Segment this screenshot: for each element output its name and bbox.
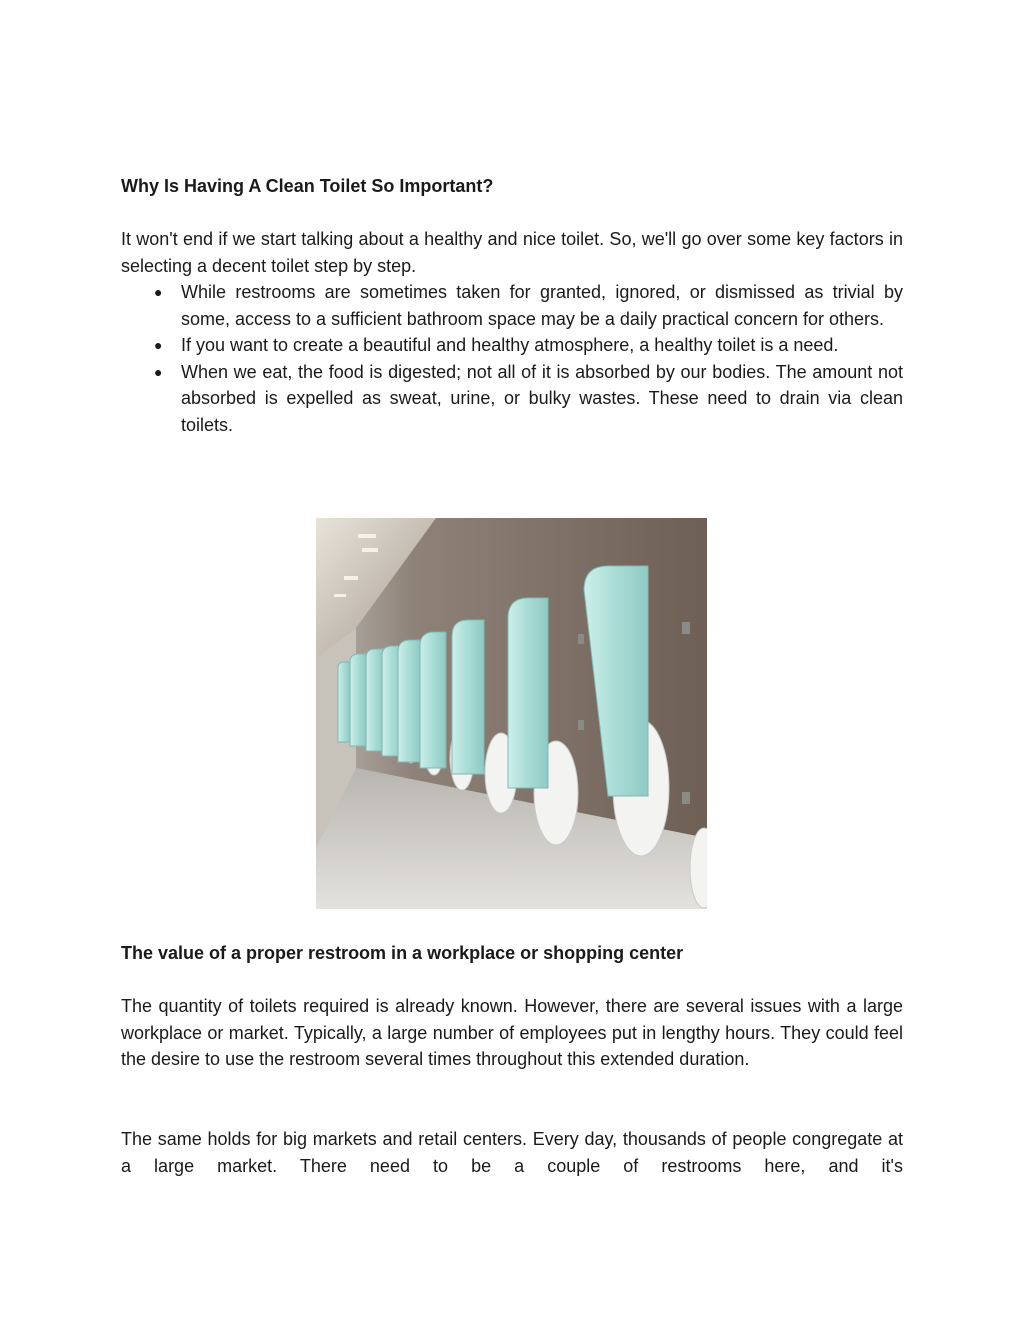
bullet-text: While restrooms are sometimes taken for granted, ignored, or dismissed as trivial by some, access to a sufficient bathroom space may be a daily practical concern for others. bbox=[181, 282, 903, 329]
section-heading-clean-toilet: Why Is Having A Clean Toilet So Important? bbox=[121, 176, 494, 196]
bullet-text: If you want to create a beautiful and healthy atmosphere, a healthy toilet is a need. bbox=[181, 335, 839, 355]
bullet-list bbox=[121, 279, 903, 438]
list-item bbox=[121, 359, 903, 439]
intro-paragraph: It won't end if we start talking about a healthy and nice toilet. So, we'll go over some key factors in selecting a decent toilet step by step. bbox=[121, 229, 903, 276]
bullet-text: When we eat, the food is digested; not all of it is absorbed by our bodies. The amount not absorbed is expelled as sweat, urine, or bulky wastes. These need to drain via clean toilets. bbox=[181, 361, 903, 435]
list-item bbox=[121, 279, 903, 332]
urinals-photo bbox=[316, 518, 707, 909]
body-paragraph: The same holds for big markets and retail centers. Every day, thousands of people congregate at a large market. There need to be a couple of restrooms here, and it's bbox=[121, 1129, 903, 1176]
urinals-illustration bbox=[316, 518, 707, 909]
section-heading-restroom-value: The value of a proper restroom in a workplace or shopping center bbox=[121, 943, 684, 963]
body-paragraph: The quantity of toilets required is already known. However, there are several issues with a large workplace or market. Typically, a large number of employees put in lengthy hours. They could feel the desire to use the restroom several times throughout this extended duration. bbox=[121, 996, 903, 1069]
bullet-icon: ● bbox=[154, 363, 163, 380]
list-item bbox=[121, 332, 903, 359]
bullet-icon: ● bbox=[154, 284, 163, 300]
bullet-icon: ● bbox=[154, 337, 163, 353]
